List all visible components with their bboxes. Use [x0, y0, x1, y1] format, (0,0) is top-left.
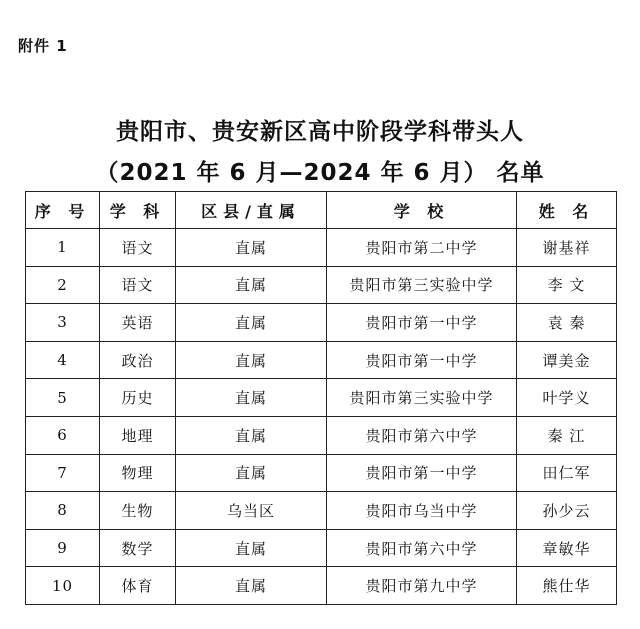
cell-subject: 语文 [100, 229, 176, 267]
header-no: 序 号 [26, 192, 100, 229]
cell-subject: 数学 [100, 529, 176, 567]
cell-school: 贵阳市乌当中学 [327, 492, 517, 530]
cell-district: 直属 [176, 529, 327, 567]
cell-no: 3 [26, 304, 100, 342]
document-subtitle: （2021 年 6 月—2024 年 6 月） 名单 [95, 160, 545, 186]
header-school: 学 校 [327, 192, 517, 229]
table-row [26, 454, 617, 492]
cell-district: 直属 [176, 416, 327, 454]
cell-name: 章敏华 [517, 529, 617, 567]
cell-school: 贵阳市第六中学 [327, 416, 517, 454]
cell-school: 贵阳市第一中学 [327, 454, 517, 492]
table-row [26, 529, 617, 567]
cell-school: 贵阳市第一中学 [327, 341, 517, 379]
cell-school: 贵阳市第三实验中学 [327, 266, 517, 304]
table-row [26, 416, 617, 454]
cell-subject: 语文 [100, 266, 176, 304]
cell-no: 5 [26, 379, 100, 417]
cell-district: 直属 [176, 304, 327, 342]
cell-name: 孙少云 [517, 492, 617, 530]
table-row [26, 379, 617, 417]
cell-no: 6 [26, 416, 100, 454]
cell-no: 7 [26, 454, 100, 492]
cell-district: 乌当区 [176, 492, 327, 530]
cell-district: 直属 [176, 379, 327, 417]
cell-name: 秦 江 [517, 416, 617, 454]
cell-name: 谢基祥 [517, 229, 617, 267]
cell-subject: 政治 [100, 341, 176, 379]
table-row [26, 266, 617, 304]
cell-no: 8 [26, 492, 100, 530]
table-row [26, 229, 617, 267]
cell-subject: 地理 [100, 416, 176, 454]
cell-subject: 生物 [100, 492, 176, 530]
cell-no: 10 [26, 567, 100, 605]
cell-name: 袁 秦 [517, 304, 617, 342]
cell-district: 直属 [176, 266, 327, 304]
cell-no: 2 [26, 266, 100, 304]
cell-school: 贵阳市第一中学 [327, 304, 517, 342]
cell-name: 谭美金 [517, 341, 617, 379]
header-district: 区县/直属 [176, 192, 327, 229]
cell-name: 叶学义 [517, 379, 617, 417]
document-title: 贵阳市、贵安新区高中阶段学科带头人 [116, 119, 524, 145]
table-header-row [26, 192, 617, 229]
cell-name: 田仁军 [517, 454, 617, 492]
cell-district: 直属 [176, 454, 327, 492]
cell-school: 贵阳市第九中学 [327, 567, 517, 605]
cell-no: 4 [26, 341, 100, 379]
cell-no: 9 [26, 529, 100, 567]
cell-school: 贵阳市第六中学 [327, 529, 517, 567]
cell-district: 直属 [176, 341, 327, 379]
cell-name: 李 文 [517, 266, 617, 304]
cell-subject: 历史 [100, 379, 176, 417]
leaders-table [25, 191, 617, 605]
cell-subject: 物理 [100, 454, 176, 492]
cell-school: 贵阳市第三实验中学 [327, 379, 517, 417]
table-row [26, 492, 617, 530]
table-row [26, 304, 617, 342]
header-subject: 学 科 [100, 192, 176, 229]
cell-school: 贵阳市第二中学 [327, 229, 517, 267]
table-row [26, 567, 617, 605]
table-row [26, 341, 617, 379]
cell-subject: 体育 [100, 567, 176, 605]
cell-district: 直属 [176, 567, 327, 605]
header-name: 姓 名 [517, 192, 617, 229]
cell-name: 熊仕华 [517, 567, 617, 605]
cell-no: 1 [26, 229, 100, 267]
attachment-label: 附件 1 [18, 37, 68, 55]
cell-district: 直属 [176, 229, 327, 267]
cell-subject: 英语 [100, 304, 176, 342]
